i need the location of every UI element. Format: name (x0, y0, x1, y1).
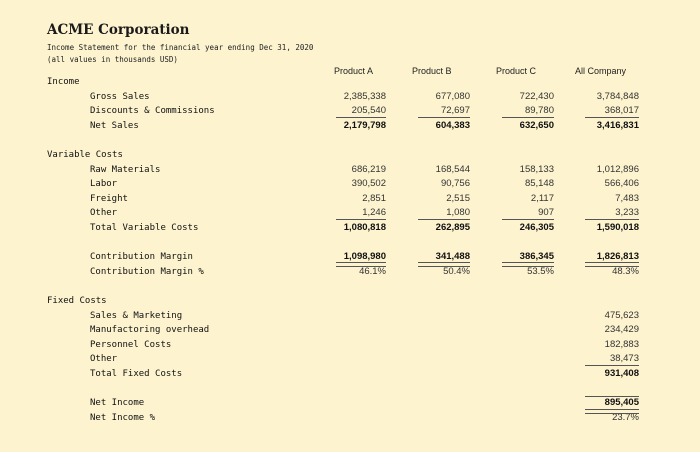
cell-discounts-col0: 205,540 (351, 105, 386, 116)
row-label-net-income: Net Income (90, 398, 145, 408)
contrib-double-rule (502, 262, 554, 267)
cell-total-var-col3: 1,590,018 (596, 222, 639, 233)
cell-gross-sales-col1: 677,080 (435, 91, 470, 102)
row-label-freight: Freight (90, 194, 128, 204)
cell-raw-materials-col2: 158,133 (519, 164, 554, 175)
cell-contrib-col0: 1,098,980 (343, 251, 386, 262)
row-label-other-fixed: Other (90, 354, 118, 364)
cell-contrib-col2: 386,345 (519, 251, 554, 262)
cell-net-sales-col1: 604,383 (435, 120, 470, 131)
cell-freight-col2: 2,117 (530, 193, 554, 204)
row-label-total-var: Total Variable Costs (90, 223, 199, 233)
row-label-labor: Labor (90, 179, 118, 189)
section-income: Income (47, 77, 80, 87)
cell-total-var-col0: 1,080,818 (343, 222, 386, 233)
cell-discounts-col2: 89,780 (524, 105, 554, 116)
cell-freight-col1: 2,515 (446, 193, 470, 204)
row-label-mfg-overhead: Manufactoring overhead (90, 325, 210, 335)
cell-net-income-col3: 895,405 (604, 397, 639, 408)
total-var-rule (585, 219, 639, 220)
cell-gross-sales-col2: 722,430 (519, 91, 554, 102)
row-label-net-sales: Net Sales (90, 121, 139, 131)
cell-discounts-col1: 72,697 (440, 105, 470, 116)
report-subtitle: Income Statement for the financial year ending Dec 31, 2020 (47, 43, 314, 52)
cell-net-sales-col3: 3,416,831 (596, 120, 639, 131)
cell-contrib-pct-col1: 50.4% (443, 266, 470, 277)
cell-net-income-pct-col3: 23.7% (612, 412, 639, 423)
row-label-raw-materials: Raw Materials (90, 165, 161, 175)
row-label-gross-sales: Gross Sales (90, 92, 150, 102)
row-label-contrib-pct: Contribution Margin % (90, 267, 204, 277)
total-var-rule (502, 219, 554, 220)
cell-contrib-pct-col2: 53.5% (527, 266, 554, 277)
cell-freight-col0: 2,851 (362, 193, 386, 204)
cell-other-var-col3: 3,233 (615, 207, 639, 218)
cell-raw-materials-col1: 168,544 (435, 164, 470, 175)
total-var-rule (418, 219, 470, 220)
row-label-total-fixed: Total Fixed Costs (90, 369, 183, 379)
section-variable-costs: Variable Costs (47, 150, 123, 160)
row-label-other-var: Other (90, 208, 118, 218)
row-label-net-income-pct: Net Income % (90, 413, 156, 423)
cell-contrib-pct-col0: 46.1% (359, 266, 386, 277)
cell-sales-mkt-col3: 475,623 (604, 310, 639, 321)
cell-gross-sales-col0: 2,385,338 (343, 91, 386, 102)
cell-labor-col0: 390,502 (351, 178, 386, 189)
section-fixed-costs: Fixed Costs (47, 296, 107, 306)
cell-raw-materials-col0: 686,219 (351, 164, 386, 175)
cell-labor-col2: 85,148 (524, 178, 554, 189)
total-var-rule (336, 219, 386, 220)
cell-raw-materials-col3: 1,012,896 (596, 164, 639, 175)
cell-discounts-col3: 368,017 (604, 105, 639, 116)
net-sales-rule (418, 117, 470, 118)
net-sales-rule (336, 117, 386, 118)
cell-total-fixed-col3: 931,408 (604, 368, 639, 379)
cell-other-fixed-col3: 38,473 (609, 353, 639, 364)
col-header-product-a: Product A (334, 66, 374, 76)
cell-other-var-col2: 907 (538, 207, 554, 218)
cell-contrib-col3: 1,826,813 (596, 251, 639, 262)
net-income-rule (585, 396, 639, 397)
net-income-double-rule (585, 409, 639, 414)
cell-gross-sales-col3: 3,784,848 (596, 91, 639, 102)
cell-total-var-col1: 262,895 (435, 222, 470, 233)
cell-contrib-col1: 341,488 (435, 251, 470, 262)
col-header-product-c: Product C (496, 66, 537, 76)
cell-contrib-pct-col3: 48.3% (612, 266, 639, 277)
net-sales-rule (502, 117, 554, 118)
cell-personnel-col3: 182,883 (604, 339, 639, 350)
row-label-sales-mkt: Sales & Marketing (90, 311, 183, 321)
cell-net-sales-col0: 2,179,798 (343, 120, 386, 131)
cell-total-var-col2: 246,305 (519, 222, 554, 233)
cell-labor-col3: 566,406 (604, 178, 639, 189)
cell-net-sales-col2: 632,650 (519, 120, 554, 131)
contrib-double-rule (585, 262, 639, 267)
units-note: (all values in thousands USD) (47, 55, 178, 64)
cell-other-var-col0: 1,246 (362, 207, 386, 218)
row-label-personnel: Personnel Costs (90, 340, 172, 350)
cell-labor-col1: 90,756 (440, 178, 470, 189)
contrib-double-rule (336, 262, 386, 267)
cell-mfg-overhead-col3: 234,429 (604, 324, 639, 335)
row-label-contrib: Contribution Margin (90, 252, 193, 262)
col-header-product-b: Product B (412, 66, 452, 76)
cell-freight-col3: 7,483 (615, 193, 639, 204)
contrib-double-rule (418, 262, 470, 267)
col-header-all-company: All Company (575, 66, 627, 76)
net-sales-rule (585, 117, 639, 118)
cell-other-var-col1: 1,080 (446, 207, 470, 218)
total-fixed-rule (585, 365, 639, 366)
row-label-discounts: Discounts & Commissions (90, 106, 215, 116)
report-title: ACME Corporation (47, 22, 190, 38)
